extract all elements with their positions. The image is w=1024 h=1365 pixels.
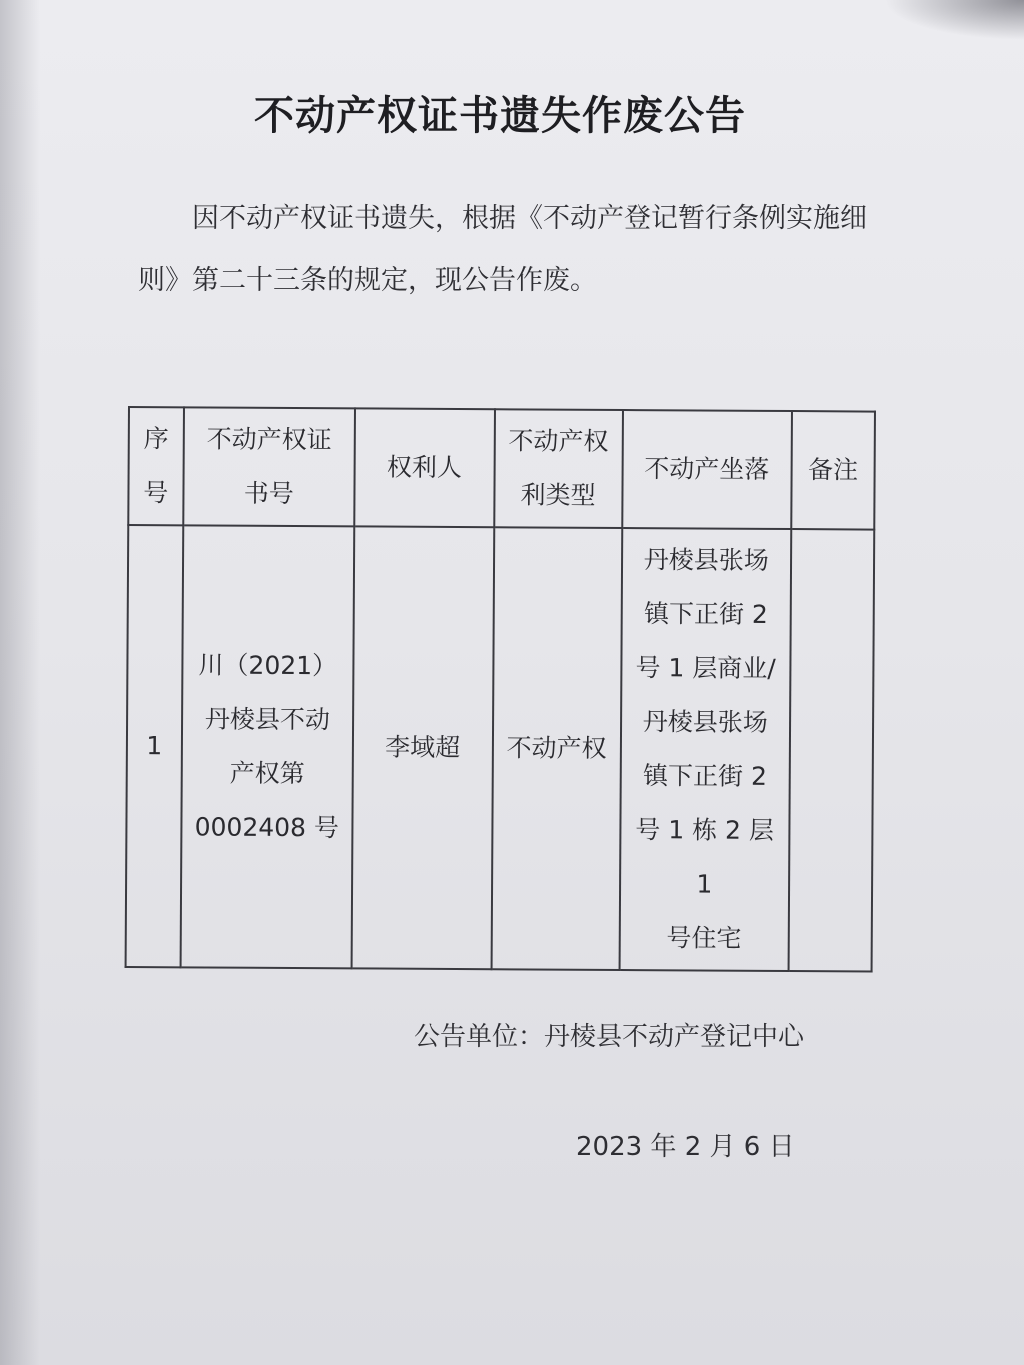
header-location: 不动产坐落 — [622, 410, 792, 529]
notice-title: 不动产权证书遗失作废公告 — [254, 92, 746, 139]
header-seq: 序 号 — [128, 407, 184, 525]
cell-holder: 李域超 — [352, 526, 494, 969]
header-remark: 备注 — [791, 411, 875, 530]
cell-seq: 1 — [126, 525, 183, 967]
notice-date: 2023 年 2 月 6 日 — [576, 1132, 795, 1162]
header-right-type: 不动产权 利类型 — [494, 409, 623, 528]
issuing-unit: 公告单位：丹棱县不动产登记中心 — [414, 1022, 805, 1052]
photo-shadow-corner — [884, 0, 1024, 40]
header-holder: 权利人 — [354, 408, 494, 527]
notice-paragraph: 因不动产权证书遗失，根据《不动产登记暂行条例实施细则》第二十三条的规定，现公告作废。 — [138, 203, 867, 296]
cell-remark — [788, 529, 874, 971]
cell-right-type: 不动产权 — [491, 527, 622, 970]
photo-shadow-left — [0, 0, 40, 1365]
certificate-table — [125, 406, 876, 973]
header-cert-no: 不动产权证 书号 — [183, 407, 355, 526]
cell-cert-no: 川（2021） 丹棱县不动 产权第 0002408 号 — [180, 525, 354, 968]
cell-location: 丹棱县张场 镇下正街 2 号 1 层商业/ 丹棱县张场 镇下正街 2 号 1 栋 2 层 1 号住宅 — [619, 528, 791, 971]
table-row — [126, 525, 875, 972]
table-header-row — [128, 407, 875, 530]
